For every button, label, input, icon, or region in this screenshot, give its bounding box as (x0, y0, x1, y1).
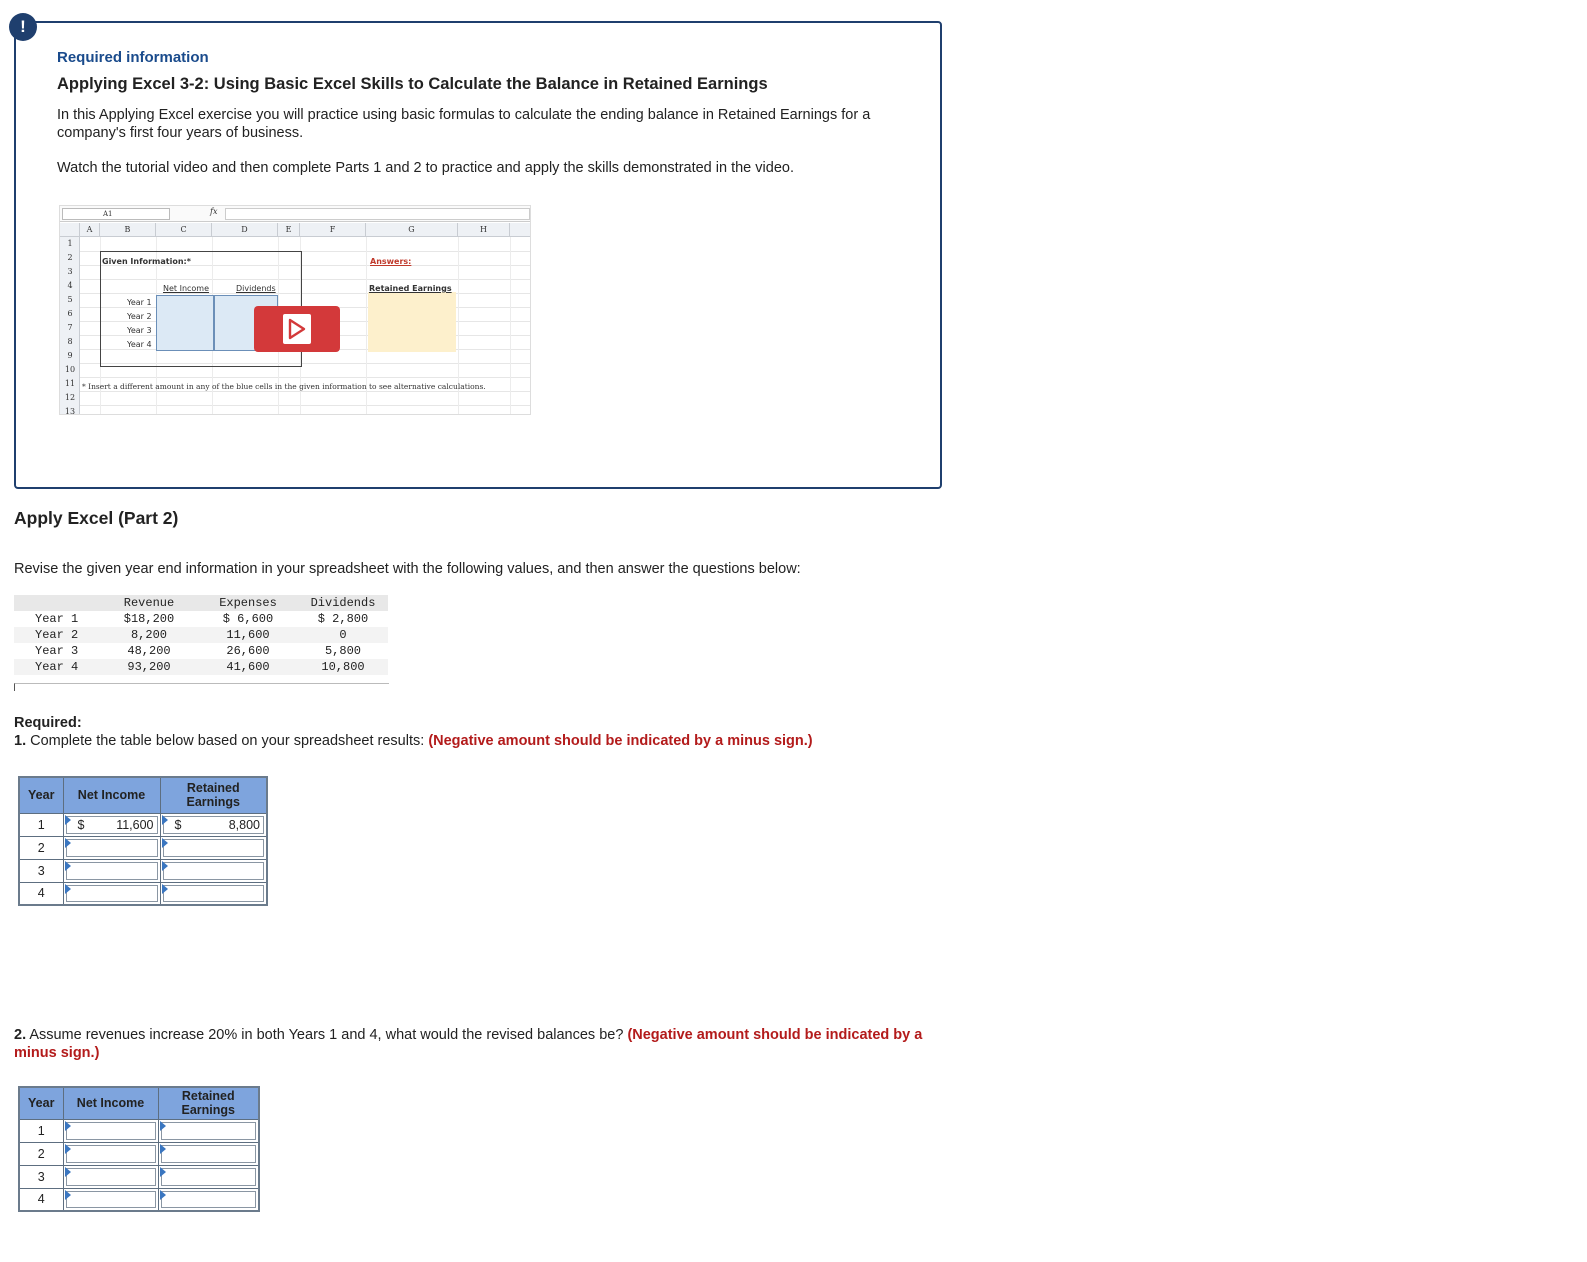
input-flag-icon (65, 1167, 71, 1177)
year-header: Year (19, 1087, 63, 1119)
net-income-input[interactable] (63, 1119, 158, 1142)
net-income-input[interactable] (63, 1165, 158, 1188)
input-flag-icon (65, 884, 71, 894)
table-header-row (14, 595, 388, 611)
year-cell: 2 (19, 1142, 63, 1165)
table-header-row (19, 777, 267, 813)
table-divider (14, 683, 389, 691)
question-text: Complete the table below based on your spreadsheet results: (26, 733, 429, 749)
retained-earnings-input[interactable] (158, 1142, 259, 1165)
expenses-cell: 11,600 (198, 627, 298, 643)
column-headers (60, 223, 531, 237)
question-number: 2. (14, 1027, 27, 1043)
year-cell: Year 1 (35, 612, 79, 626)
year-cell: 3 (19, 859, 63, 882)
dividends-cell: 5,800 (324, 644, 361, 658)
revenue-cell: 93,200 (100, 659, 198, 675)
table-header-row (19, 1087, 259, 1119)
row-number: 3 (67, 267, 73, 276)
table-row (19, 836, 267, 859)
table-row (14, 643, 388, 659)
retained-earnings-input[interactable] (158, 1119, 259, 1142)
answer-table-1 (18, 776, 268, 906)
input-flag-icon (65, 1121, 71, 1131)
alert-icon: ! (9, 13, 37, 41)
grid-line (510, 237, 511, 415)
column-header: H (458, 223, 510, 237)
retained-earnings-header: Retained Earnings (158, 1087, 259, 1119)
revenue-cell: 8,200 (100, 627, 198, 643)
input-flag-icon (162, 838, 168, 848)
net-income-input[interactable] (63, 859, 160, 882)
net-income-input[interactable] (63, 1188, 158, 1211)
row-number: 12 (64, 393, 76, 402)
table-row (19, 882, 267, 905)
input-flag-icon (162, 884, 168, 894)
expenses-cell: $ 6,600 (222, 612, 274, 626)
dividends-cell: 0 (298, 627, 388, 643)
column-header: F (300, 223, 366, 237)
currency-symbol: $ (77, 817, 85, 832)
input-flag-icon (162, 815, 168, 825)
input-flag-icon (160, 1121, 166, 1131)
header-cell: Expenses (198, 595, 298, 611)
dividends-cell: 10,800 (298, 659, 388, 675)
negative-amount-note: (Negative amount should be indicated by a minus sign.) (428, 733, 813, 749)
row-number: 1 (67, 239, 73, 248)
input-flag-icon (65, 1190, 71, 1200)
grid-line (80, 377, 531, 378)
year-label: Year 2 (127, 312, 152, 321)
play-icon (283, 314, 311, 344)
answers-label: Answers: (370, 257, 412, 266)
retained-earnings-input[interactable] (158, 1165, 259, 1188)
header-cell: Revenue (100, 595, 198, 611)
year-cell: 3 (19, 1165, 63, 1188)
column-header: D (212, 223, 278, 237)
row-number: 5 (67, 295, 73, 304)
question-number: 1. (14, 733, 27, 749)
row-number: 11 (64, 379, 76, 388)
net-income-header: Net Income (63, 1087, 158, 1119)
year-cell: 2 (19, 836, 63, 859)
year-cell: Year 4 (14, 659, 100, 675)
required-information-heading: Required information (57, 49, 209, 66)
input-flag-icon (160, 1190, 166, 1200)
retained-earnings-input[interactable] (160, 882, 267, 905)
input-flag-icon (65, 861, 71, 871)
expenses-cell: 26,600 (226, 644, 270, 658)
tutorial-video-thumbnail[interactable] (59, 205, 531, 415)
negative-amount-note: (Negative amount should be indicated by a minus sign.) (14, 1027, 923, 1061)
table-row (14, 659, 388, 675)
row-number: 2 (67, 253, 73, 262)
net-income-input[interactable] (63, 1142, 158, 1165)
play-button[interactable] (254, 306, 340, 352)
row-number: 8 (67, 337, 73, 346)
retained-earnings-input[interactable] (160, 836, 267, 859)
table-row (19, 1188, 259, 1211)
table-row (19, 1142, 259, 1165)
year-cell: 4 (19, 1188, 63, 1211)
net-income-label: Net Income (163, 284, 210, 293)
revise-instruction: Revise the given year end information in your spreadsheet with the following values, and then answer the questions below: (14, 561, 801, 577)
revenue-cell: $18,200 (123, 612, 175, 626)
column-header: C (156, 223, 212, 237)
exercise-title: Applying Excel 3-2: Using Basic Excel Skills to Calculate the Balance in Retained Earnings (57, 75, 768, 93)
retained-earnings-label: Retained Earnings (369, 284, 452, 293)
retained-earnings-input[interactable] (158, 1188, 259, 1211)
given-values-table (14, 595, 388, 675)
grid-line (80, 391, 531, 392)
question-2 (14, 1026, 944, 1062)
question-1 (14, 732, 813, 750)
net-income-value: 11,600 (116, 817, 154, 832)
currency-symbol: $ (174, 817, 182, 832)
revenue-cell: 48,200 (127, 644, 171, 658)
column-header: A (80, 223, 100, 237)
given-information-label: Given Information:* (102, 257, 191, 266)
row-number: 10 (64, 365, 76, 374)
required-heading: Required: (14, 715, 82, 731)
year-cell: Year 3 (35, 644, 79, 658)
year-cell: 4 (19, 882, 63, 905)
formula-bar (60, 206, 531, 222)
input-flag-icon (65, 1144, 71, 1154)
part-2-title: Apply Excel (Part 2) (14, 508, 179, 528)
column-header: B (100, 223, 156, 237)
net-income-input[interactable] (63, 813, 160, 836)
year-label: Year 3 (127, 326, 152, 335)
grid-line (80, 405, 531, 406)
table-row (19, 859, 267, 882)
video-instruction: Watch the tutorial video and then complete Parts 1 and 2 to practice and apply the skills demonstrated in the video. (57, 160, 794, 176)
table-row (14, 627, 388, 643)
question-text: Assume revenues increase 20% in both Years 1 and 4, what would the revised balances be? (26, 1027, 628, 1043)
select-all-corner (60, 223, 80, 237)
year-cell: 1 (19, 1119, 63, 1142)
dividends-cell: $ 2,800 (317, 612, 369, 626)
retained-earnings-header: Retained Earnings (160, 777, 267, 813)
net-income-input[interactable] (63, 882, 160, 905)
answer-cells (368, 292, 456, 352)
retained-earnings-value: 8,800 (228, 817, 260, 832)
fx-icon: fx (210, 207, 218, 216)
retained-earnings-input[interactable] (160, 859, 267, 882)
net-income-input-cells (156, 295, 214, 351)
table-row (14, 611, 388, 627)
net-income-input[interactable] (63, 836, 160, 859)
row-number: 6 (67, 309, 73, 318)
row-number: 13 (64, 407, 76, 415)
column-header: E (278, 223, 300, 237)
row-number: 7 (67, 323, 73, 332)
table-row (19, 813, 267, 836)
table-row (19, 1165, 259, 1188)
footnote: * Insert a different amount in any of the blue cells in the given information to see alternative calculations. (82, 382, 486, 391)
input-flag-icon (65, 838, 71, 848)
input-flag-icon (65, 815, 71, 825)
header-cell (14, 595, 100, 611)
retained-earnings-input[interactable] (160, 813, 267, 836)
input-flag-icon (160, 1144, 166, 1154)
table-row (19, 1119, 259, 1142)
row-number: 9 (67, 351, 73, 360)
net-income-header: Net Income (63, 777, 160, 813)
year-cell: Year 2 (14, 627, 100, 643)
name-box: A1 (62, 208, 170, 220)
input-flag-icon (162, 861, 168, 871)
year-label: Year 1 (127, 298, 152, 307)
year-cell: 1 (19, 813, 63, 836)
input-flag-icon (160, 1167, 166, 1177)
year-label: Year 4 (127, 340, 152, 349)
column-header: G (366, 223, 458, 237)
answer-table-2 (18, 1086, 260, 1212)
row-headers (60, 237, 80, 415)
formula-input (225, 208, 530, 220)
dividends-label: Dividends (236, 284, 276, 293)
expenses-cell: 41,600 (198, 659, 298, 675)
exercise-description: In this Applying Excel exercise you will practice using basic formulas to calculate the ending balance in Retained Earnings for a company's first four years of business. (57, 107, 871, 141)
year-header: Year (19, 777, 63, 813)
header-cell: Dividends (298, 595, 388, 611)
row-number: 4 (67, 281, 73, 290)
